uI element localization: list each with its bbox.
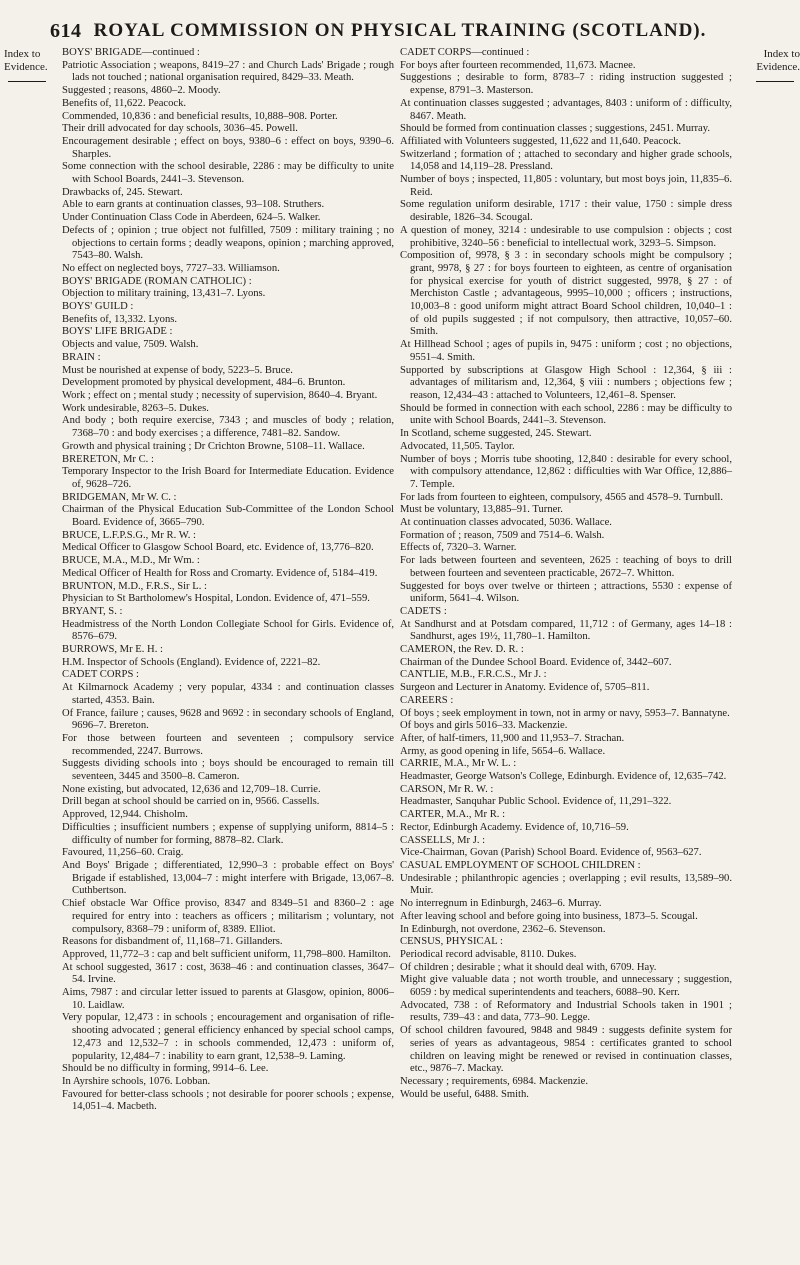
index-entry: Chief obstacle War Office proviso, 8347 and 8349–51 and 8360–2 : age required for entry into : teachers as officers ; militarism ; voluntary, not compulsory, 8368–79 : uniform of, 8389. Elliot. <box>62 898 394 935</box>
margin-label-line2: Evidence. <box>4 61 48 73</box>
index-entry: Advocated, 738 : of Reformatory and Industrial Schools taken in 1901 ; results, 739–43 : and data, 773–90. Legge. <box>400 999 732 1024</box>
index-entry: A question of money, 3214 : undesirable to use compulsion : objects ; cost prohibitive, 3240–56 : beneficial to intellectual work, 3293–5. Simpson. <box>400 224 732 249</box>
index-entry: Rector, Edinburgh Academy. Evidence of, 10,716–59. <box>400 821 629 833</box>
index-entry: CADETS : <box>400 605 447 617</box>
index-entry: Of France, failure ; causes, 9628 and 9692 : in secondary schools of England, 9696–7. Brereton. <box>62 707 394 732</box>
index-entry: Temporary Inspector to the Irish Board for Intermediate Education. Evidence of, 9628–726. <box>62 466 394 490</box>
index-entry: Effects of, 7320–3. Warner. <box>400 542 517 554</box>
index-entry: CADET CORPS—continued : <box>400 47 530 58</box>
index-entry: Difficulties ; insufficient numbers ; expense of supplying uniform, 8814–5 : difficulty of number for forming, 8878–82. Clark. <box>62 821 394 846</box>
index-entry: At continuation classes advocated, 5036. Wallace. <box>400 517 612 529</box>
index-entry: Some regulation uniform desirable, 1717 : their value, 1750 : simple dress desirable, 1826–34. Scougal. <box>400 199 732 224</box>
index-entry: After leaving school and before going into business, 1873–5. Scougal. <box>400 910 698 922</box>
index-entry: For lads between fourteen and seventeen, 2625 : teaching of boys to drill between fourteen and seventeen practicable, 2672–7. Whitton. <box>400 555 732 579</box>
index-entry: Reasons for disbandment of, 11,168–71. Gillanders. <box>62 936 283 948</box>
index-entry: BRAIN : <box>62 351 101 363</box>
index-column-left <box>62 47 394 1114</box>
index-entry: BOYS' GUILD : <box>62 301 134 313</box>
index-entry: In Ayrshire schools, 1076. Lobban. <box>62 1075 211 1087</box>
page-number: 614 <box>50 20 82 42</box>
index-entry: Must be voluntary, 13,885–91. Turner. <box>400 504 563 516</box>
index-entry: Chairman of the Dundee School Board. Evidence of, 3442–607. <box>400 656 672 668</box>
margin-label-right <box>744 48 800 82</box>
index-entry: Under Continuation Class Code in Aberdeen, 624–5. Walker. <box>62 212 321 224</box>
index-entry: Would be useful, 6488. Smith. <box>400 1088 529 1100</box>
index-entry: Number of boys ; Morris tube shooting, 12,840 : desirable for every school, with compulsory attendance, 12,862 : difficulties with War Office, 12,886–7. Temple. <box>400 453 732 490</box>
index-entry: CASSELLS, Mr J. : <box>400 834 486 846</box>
index-entry: CADET CORPS : <box>62 669 139 681</box>
index-entry: Development promoted by physical development, 484–6. Brunton. <box>62 377 346 389</box>
index-entry: At Sandhurst and at Potsdam compared, 11,712 : of Germany, ages 14–18 : Sandhurst, ages 19½, 11,780–1. Hamilton. <box>400 618 732 643</box>
index-entry: CARSON, Mr R. W. : <box>400 783 494 795</box>
index-entry: BRIDGEMAN, Mr W. C. : <box>62 491 177 503</box>
index-entry: For boys after fourteen recommended, 11,673. Macnee. <box>400 59 636 71</box>
index-entry: Suggestions ; desirable to form, 8783–7 : riding instruction suggested ; expense, 8791–3. Masterson. <box>400 72 732 97</box>
index-entry: Affiliated with Volunteers suggested, 11,622 and 11,640. Peacock. <box>400 135 682 147</box>
index-entry: BRUCE, L.F.P.S.G., Mr R. W. : <box>62 529 196 541</box>
index-entry: Patriotic Association ; weapons, 8419–27 : and Church Lads' Brigade ; rough lads not touched ; national organisation required, 8429–33. Meath. <box>62 59 394 84</box>
index-entry: Medical Officer of Health for Ross and Cromarty. Evidence of, 5184–419. <box>62 567 378 579</box>
index-entry: Periodical record advisable, 8110. Dukes. <box>400 948 577 960</box>
index-entry: Objection to military training, 13,431–7. Lyons. <box>62 288 266 300</box>
index-entry: Composition of, 9978, § 3 : in secondary schools might be compulsory ; grant, 9978, § 27 : for boys fourteen to eighteen, as centre of organisation for physical exercise for youth of district suggested, 9978, § 27 : of Merchiston Castle ; advantageous, 9995–10,000 ; officers ; instructions, 10,003–8 : good uniform might attract Board School children, 10,040–1 : of old pupils suggested ; if not compulsory, then attractive, 10,057–60. Smith. <box>400 250 732 338</box>
index-entry: Necessary ; requirements, 6984. Mackenzie. <box>400 1075 588 1087</box>
index-entry: Defects of ; opinion ; true object not fulfilled, 7509 : military training ; no objections to certain forms ; deadly weapons, opinion ; marching approved, 7543–80. Walsh. <box>62 224 394 262</box>
index-entry: BOYS' LIFE BRIGADE : <box>62 326 173 338</box>
index-entry: BRUCE, M.A., M.D., Mr Wm. : <box>62 555 200 567</box>
index-entry: Should be formed in connection with each school, 2286 : may be difficulty to unite with School Boards, 2441–3. Stevenson. <box>400 402 732 427</box>
index-entry: Benefits of, 13,332. Lyons. <box>62 313 178 325</box>
index-entry: Headmistress of the North London Collegiate School for Girls. Evidence of, 8576–679. <box>62 618 394 643</box>
index-entry: Supported by subscriptions at Glasgow High School : 12,364, § iii : advantages of militarism and, 12,364, § viii : numbers ; objections few ; reason, 12,434–43 : attached to Volunteers, 12,461–8. Spenser. <box>400 364 732 401</box>
index-entry: Undesirable ; philanthropic agencies ; overlapping ; evil results, 13,589–90. Muir. <box>400 872 732 897</box>
index-entry: No interregnum in Edinburgh, 2463–6. Murray. <box>400 898 602 910</box>
index-entry: And body ; both require exercise, 7343 ; and muscles of body ; relation, 7368–70 : and body exercises ; a difference, 7481–82. Sandow. <box>62 415 394 440</box>
index-entry: BRYANT, S. : <box>62 605 123 617</box>
index-entry: None existing, but advocated, 12,636 and 12,709–18. Currie. <box>62 783 321 795</box>
index-entry: Favoured for better-class schools ; not desirable for poorer schools ; expense, 14,051–4. Macbeth. <box>62 1088 394 1113</box>
index-entry: H.M. Inspector of Schools (England). Evidence of, 2221–82. <box>62 656 321 668</box>
index-entry: CENSUS, PHYSICAL : <box>400 936 503 948</box>
index-entry: Advocated, 11,505. Taylor. <box>400 440 515 452</box>
index-entry: Aims, 7987 : and circular letter issued to parents at Glasgow, opinion, 8006–10. Laidlaw. <box>62 987 394 1011</box>
index-entry: Very popular, 12,473 : in schools ; encouragement and organisation of rifle-shooting advocated ; general efficiency enhanced by special school camps, 12,473 and 12,532–7 : in schools commended, 12,473 : uniform of, popularity, 12,484–7 : inability to earn grant, 12,538–9. Laming. <box>62 1012 394 1062</box>
index-entry: BOYS' BRIGADE—continued : <box>62 47 200 58</box>
running-title: ROYAL COMMISSION ON PHYSICAL TRAINING (SCOTLAND). <box>93 20 707 41</box>
index-entry: Commended, 10,836 : and beneficial results, 10,888–908. Porter. <box>62 110 338 122</box>
index-entry: Some connection with the school desirable, 2286 : may be difficulty to unite with School Boards, 2441–3. Stevenson. <box>62 161 394 186</box>
index-entry: Formation of ; reason, 7509 and 7514–6. Walsh. <box>400 529 605 541</box>
index-entry: Must be nourished at expense of body, 5223–5. Bruce. <box>62 364 293 376</box>
margin-label-line1: Index to <box>4 48 41 60</box>
index-entry: At Hillhead School ; ages of pupils in, 9475 : uniform ; cost ; no objections, 9551–4. Smith. <box>400 339 732 363</box>
index-entry: CAMERON, the Rev. D. R. : <box>400 644 524 656</box>
index-entry: For those between fourteen and seventeen ; compulsory service recommended, 2247. Burrows. <box>62 732 394 757</box>
index-entry: Chairman of the Physical Education Sub-Committee of the London School Board. Evidence of, 3665–790. <box>62 504 394 529</box>
index-column-right <box>400 47 732 1101</box>
index-entry: Their drill advocated for day schools, 3036–45. Powell. <box>62 123 298 135</box>
index-entry: Headmaster, Sanquhar Public School. Evidence of, 11,291–322. <box>400 796 672 808</box>
index-entry: Suggested ; reasons, 4860–2. Moody. <box>62 85 221 97</box>
index-entry: Number of boys ; inspected, 11,805 : voluntary, but most boys join, 11,835–6. Reid. <box>400 174 732 198</box>
index-entry: CARTER, M.A., Mr R. : <box>400 809 506 821</box>
index-entry: After, of half-timers, 11,900 and 11,953–7. Strachan. <box>400 732 625 744</box>
index-entry: In Scotland, scheme suggested, 245. Stewart. <box>400 428 592 440</box>
index-entry: Of boys and girls 5016–33. Mackenzie. <box>400 720 568 732</box>
index-entry: Physician to St Bartholomew's Hospital, London. Evidence of, 471–559. <box>62 593 370 605</box>
index-entry: BURROWS, Mr E. H. : <box>62 644 163 656</box>
margin-label-line1: Index to <box>763 48 800 60</box>
index-entry: BRERETON, Mr C. : <box>62 453 154 465</box>
index-entry: Favoured, 11,256–60. Craig. <box>62 847 184 859</box>
index-entry: Of children ; desirable ; what it should deal with, 6709. Hay. <box>400 961 657 973</box>
index-entry: At school suggested, 3617 : cost, 3638–46 : and continuation classes, 3647–54. Irvine. <box>62 961 394 986</box>
index-entry: Army, as good opening in life, 5654–6. Wallace. <box>400 745 606 757</box>
margin-label-line2: Evidence. <box>756 61 800 73</box>
index-entry: Of boys ; seek employment in town, not in army or navy, 5953–7. Bannatyne. <box>400 707 730 719</box>
index-entry: At Kilmarnock Academy ; very popular, 4334 : and continuation classes started, 4353. Bain. <box>62 682 394 706</box>
index-entry: Drill began at school should be carried on in, 9566. Cassells. <box>62 796 320 808</box>
margin-label-left <box>4 48 60 82</box>
index-entry: Suggests dividing schools into ; boys should be encouraged to remain till seventeen, 3445 and 3500–8. Cameron. <box>62 758 394 783</box>
index-entry: Should be formed from continuation classes ; suggestions, 2451. Murray. <box>400 123 711 135</box>
index-entry: BRUNTON, M.D., F.R.S., Sir L. : <box>62 580 207 592</box>
page-header <box>0 14 800 44</box>
index-entry: Approved, 11,772–3 : cap and belt sufficient uniform, 11,798–800. Hamilton. <box>62 948 391 960</box>
index-entry: Drawbacks of, 245. Stewart. <box>62 186 183 198</box>
margin-rule <box>8 81 46 82</box>
index-entry: Of school children favoured, 9848 and 9849 : suggests definite system for series of years as advantageous, 9854 : certificates granted to school children on leaving might be renewed or revised in continuation classes, etc., 9876–7. Mackay. <box>400 1025 732 1075</box>
index-entry: Benefits of, 11,622. Peacock. <box>62 97 187 109</box>
index-entry: Growth and physical training ; Dr Crichton Browne, 5108–11. Wallace. <box>62 440 365 452</box>
index-entry: CANTLIE, M.B., F.R.C.S., Mr J. : <box>400 669 547 681</box>
index-entry: Headmaster, George Watson's College, Edinburgh. Evidence of, 12,635–742. <box>400 771 727 783</box>
index-entry: BOYS' BRIGADE (ROMAN CATHOLIC) : <box>62 275 252 287</box>
margin-rule <box>756 81 794 82</box>
index-entry: Objects and value, 7509. Walsh. <box>62 339 199 351</box>
index-entry: Switzerland ; formation of ; attached to secondary and higher grade schools, 14,058 and 14,119–28. Pressland. <box>400 148 732 173</box>
index-entry: Work ; effect on ; mental study ; necessity of supervision, 8640–4. Bryant. <box>62 389 378 401</box>
index-entry: And Boys' Brigade ; differentiated, 12,990–3 : probable effect on Boys' Brigade if established, 13,004–7 : might interfere with Brigade, 13,067–8. Cuthbertson. <box>62 860 394 897</box>
index-entry: At continuation classes suggested ; advantages, 8403 : uniform of : difficulty, 8467. Meath. <box>400 97 732 122</box>
index-entry: In Edinburgh, not overdone, 2362–6. Stevenson. <box>400 923 606 935</box>
index-entry: CAREERS : <box>400 694 454 706</box>
index-entry: Vice-Chairman, Govan (Parish) School Board. Evidence of, 9563–627. <box>400 847 702 859</box>
index-entry: CASUAL EMPLOYMENT OF SCHOOL CHILDREN : <box>400 860 641 871</box>
index-entry: Able to earn grants at continuation classes, 93–108. Struthers. <box>62 199 325 211</box>
index-entry: CARRIE, M.A., Mr W. L. : <box>400 758 517 770</box>
index-entry: Might give valuable data ; not worth trouble, and unnecessary ; suggestion, 6059 : by medical superintendents and teachers, 6088–90. Kerr. <box>400 974 732 999</box>
index-entry: Surgeon and Lecturer in Anatomy. Evidence of, 5705–811. <box>400 682 650 694</box>
index-entry: Work undesirable, 8263–5. Dukes. <box>62 402 209 414</box>
index-entry: Encouragement desirable ; effect on boys, 9380–6 : effect on boys, 9390–6. Sharples. <box>62 135 394 160</box>
index-entry: For lads from fourteen to eighteen, compulsory, 4565 and 4578–9. Turnbull. <box>400 491 723 503</box>
index-entry: Suggested for boys over twelve or thirteen ; attractions, 5530 : expense of uniform, 5641–4. Wilson. <box>400 580 732 605</box>
index-entry: No effect on neglected boys, 7727–33. Williamson. <box>62 262 280 274</box>
index-entry: Should be no difficulty in forming, 9914–6. Lee. <box>62 1063 269 1075</box>
index-entry: Approved, 12,944. Chisholm. <box>62 809 188 821</box>
index-entry: Medical Officer to Glasgow School Board, etc. Evidence of, 13,776–820. <box>62 542 374 554</box>
